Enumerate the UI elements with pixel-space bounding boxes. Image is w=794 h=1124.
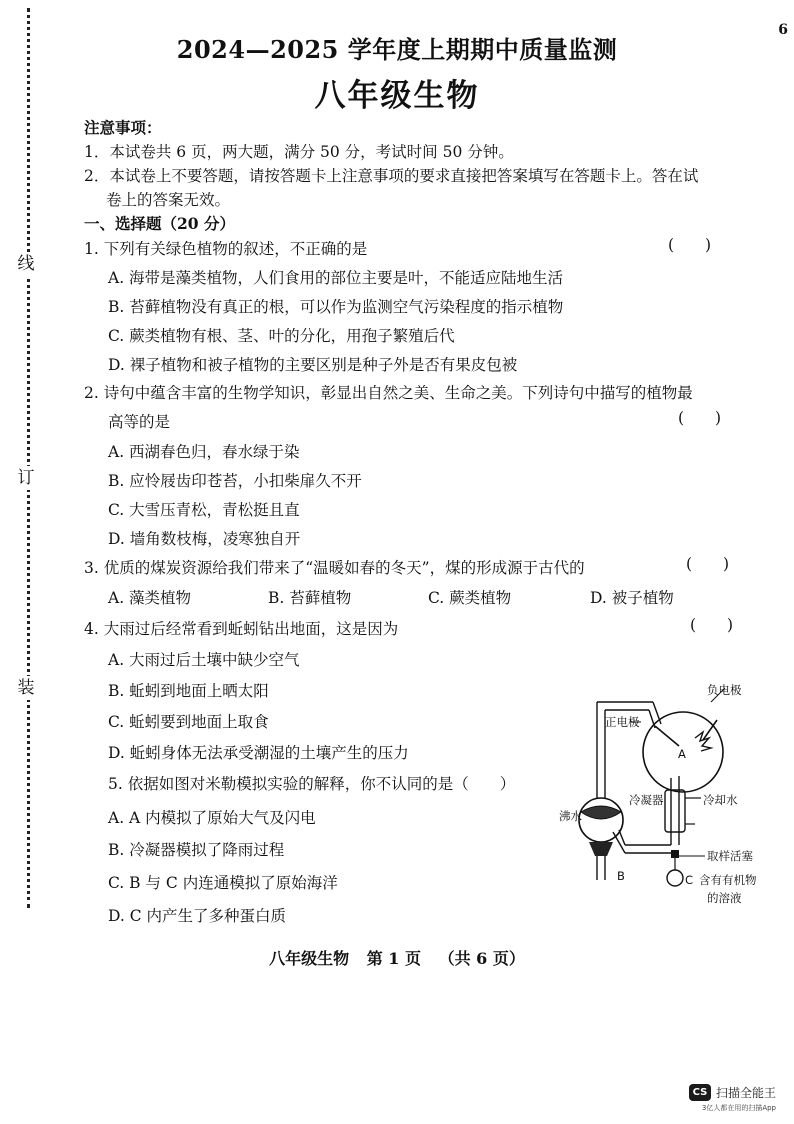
label-organic-solution-2: 的溶液 [707,891,742,905]
label-cooling-water: 冷却水 [703,793,738,807]
option: A. 西湖春色归，春水绿于染 [108,443,300,461]
label-condenser: 冷凝器 [629,793,664,807]
miller-experiment-diagram [545,680,785,915]
condenser-jacket [665,790,685,832]
option: B. 应怜屐齿印苍苔，小扣柴扉久不开 [108,472,362,490]
answer-paren: ( ) [690,616,734,634]
question-stem: 1. 下列有关绿色植物的叙述，不正确的是 [84,240,368,258]
option: C. 蚯蚓要到地面上取食 [108,713,269,731]
lightning-spark-icon [695,732,711,751]
corner-number: 6 [778,22,788,38]
heater-b [589,842,613,856]
option: C. 大雪压青松，青松挺且直 [108,501,300,519]
option: D. 墙角数枝梅，凌寒独自开 [108,530,301,548]
page-subtitle: 八年级生物 [314,78,480,114]
label-neg-electrode: 负电极 [707,683,742,697]
answer-paren: ( ) [678,409,722,427]
label-b: B [617,869,625,883]
watermark-subtitle: 3亿人都在用的扫描App [701,1104,776,1112]
question-stem: 3. 优质的煤炭资源给我们带来了“温暖如春的冬天”，煤的形成源于古代的 [84,559,585,577]
boiling-flask [579,798,623,842]
option: D. 裸子植物和被子植物的主要区别是种子外是否有果皮包被 [108,356,518,374]
label-organic-solution-1: 含有有机物 [699,873,757,887]
option: B. 蚯蚓到地面上晒太阳 [108,682,269,700]
option: A. 大雨过后土壤中缺少空气 [108,651,300,669]
option: B. 苔藓植物没有真正的根，可以作为监测空气污染程度的指示植物 [108,298,564,316]
answer-paren: ( ) [668,236,712,254]
sampling-stopcock [671,850,679,858]
option: C. B 与 C 内连通模拟了原始海洋 [108,874,338,892]
label-c: C [685,873,694,887]
option: A. A 内模拟了原始大气及闪电 [108,809,316,827]
notes-item: 2．本试卷上不要答题，请按答题卡上注意事项的要求直接把答案填写在答题卡上。答在试 [84,167,699,185]
question-stem: 5. 依据如图对米勒模拟实验的解释，你不认同的是（ ） [108,775,516,793]
scanner-watermark [689,1084,776,1101]
option: D. 蚯蚓身体无法承受潮湿的土壤产生的压力 [108,744,409,762]
page-title: 2024—2025 学年度上期期中质量监测 [176,35,618,64]
option: B. 冷凝器模拟了降雨过程 [108,841,285,859]
camscanner-logo-icon: CS [689,1084,711,1101]
notes-item: 卷上的答案无效。 [106,191,231,209]
option: C. 蕨类植物 [428,589,512,607]
section-heading: 一、选择题（20 分） [84,214,235,233]
question-stem: 2. 诗句中蕴含丰富的生物学知识，彰显出自然之美、生命之美。下列诗句中描写的植物最 [84,384,693,402]
binding-dotted-line [27,8,30,908]
option: D. 被子植物 [590,589,674,607]
label-a: A [678,747,686,761]
label-boiling-water: 沸水 [559,809,582,823]
option: A. 藻类植物 [108,589,192,607]
option: D. C 内产生了多种蛋白质 [108,907,287,925]
question-stem: 4. 大雨过后经常看到蚯蚓钻出地面，这是因为 [84,620,399,638]
page-footer [0,946,794,969]
option: C. 蕨类植物有根、茎、叶的分化，用孢子繁殖后代 [108,327,455,345]
binding-char-bind: 装 [14,676,38,700]
binding-char-cut: 订 [14,466,38,490]
footer-total: （共 6 页） [438,949,525,968]
binding-char-line: 线 [14,252,38,276]
boiling-water-surface [581,806,621,819]
question-stem-cont: 高等的是 [108,413,171,431]
option: B. 苔藓植物 [268,589,352,607]
watermark-name: 扫描全能王 [715,1086,776,1100]
label-stopcock: 取样活塞 [707,849,753,863]
flask-c [667,870,683,886]
label-pos-electrode: 正电极 [605,715,640,729]
notes-heading: 注意事项： [84,118,162,137]
footer-subject: 八年级生物 [269,949,350,968]
footer-page: 第 1 页 [366,949,421,968]
notes-item: 1．本试卷共 6 页，两大题，满分 50 分，考试时间 50 分钟。 [84,143,514,161]
option: A. 海带是藻类植物，人们食用的部位主要是叶，不能适应陆地生活 [108,269,564,287]
answer-paren: ( ) [686,555,730,573]
